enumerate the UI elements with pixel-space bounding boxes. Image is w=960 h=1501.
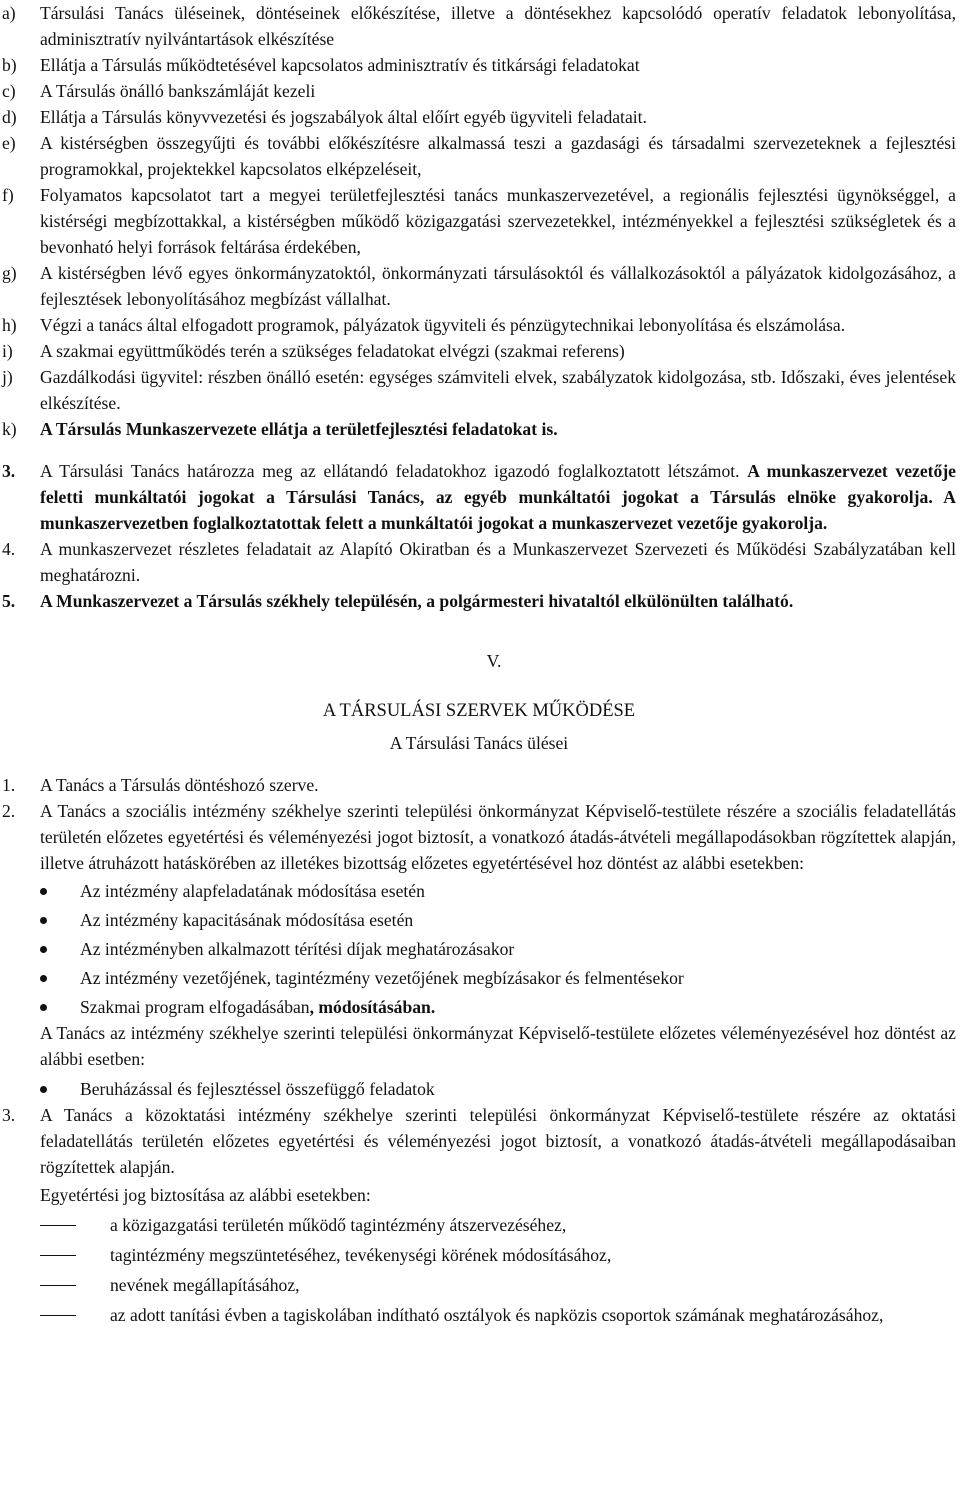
dash-text: az adott tanítási évben a tagiskolában indítható osztályok és napközis csoportok számának meghatározásához, [110, 1305, 884, 1325]
dash-item [2, 1242, 956, 1268]
list-text: Ellátja a Társulás könyvvezetési és jogszabályok által előírt egyéb ügyviteli feladatait. [40, 107, 647, 127]
dash-item [2, 1302, 956, 1328]
bullet-item [2, 878, 956, 904]
list-item [2, 338, 956, 364]
bullet-text: Az intézményben alkalmazott térítési díjak meghatározásakor [80, 939, 515, 959]
bullet-icon [2, 965, 80, 991]
list-label: e) [2, 133, 16, 153]
paragraph-5 [2, 588, 956, 614]
bullet-text [80, 994, 435, 1020]
list-label: g) [2, 263, 17, 283]
paragraph-plain: A Társulási Tanács határozza meg az ellátandó feladatokhoz igazodó foglalkoztatott létszámot. [40, 461, 748, 481]
bullet-icon [2, 994, 80, 1020]
paragraph-4 [2, 536, 956, 588]
dash-icon [2, 1212, 110, 1238]
bullet-bold: , módosításában. [309, 997, 436, 1017]
list-item [2, 364, 956, 416]
bullet-item [2, 965, 956, 991]
item-number: 1. [2, 775, 16, 795]
list-text: Társulási Tanács üléseinek, döntéseinek előkészítése, illetve a döntésekhez kapcsolódó operatív feladatok lebonyolítása, adminisztratív nyilvántartások elkészítése [40, 3, 956, 49]
dash-icon [2, 1302, 110, 1328]
item-text: A Tanács a szociális intézmény székhelye szerinti települési önkormányzat Képviselő-testülete részére a szociális feladatellátás területén előzetes egyetértési és véleményezési jogot biztosít, a vonatkozó átadás-átvételi megállapodásokban rögzítettek alapján, illetve átruházott hatáskörében az illetékes bizottság előzetes egyetértésével hoz döntést az alábbi esetekben: [40, 801, 956, 873]
paragraph-number: 4. [2, 539, 16, 559]
section-subtitle: A Társulási Tanács ülései [389, 733, 569, 753]
list-item [2, 104, 956, 130]
paragraph-3 [2, 458, 956, 536]
list-text: A szakmai együttműködés terén a szükséges feladatokat elvégzi (szakmai referens) [40, 341, 625, 361]
list-label: f) [2, 185, 14, 205]
bullet-text: Az intézmény kapacitásának módosítása esetén [80, 910, 414, 930]
list-label: j) [2, 367, 13, 387]
bullet-text: Beruházással és fejlesztéssel összefüggő feladatok [80, 1079, 435, 1099]
bullet-plain: Szakmai program elfogadásában [80, 997, 310, 1017]
bullet-text: Az intézmény vezetőjének, tagintézmény vezetőjének megbízásakor és felmentésekor [80, 968, 684, 988]
dash-icon [2, 1272, 110, 1298]
list-text: Folyamatos kapcsolatot tart a megyei területfejlesztési tanács munkaszervezetével, a regionális fejlesztési ügynökséggel, a kistérségi megbízottakkal, a kistérségben működő közigazgatási szervezetekkel, intézményekkel a fejlesztési szükségletek és a bevonható helyi források feltárása érdekében, [40, 185, 956, 257]
paragraph-text: A munkaszervezet részletes feladatait az Alapító Okiratban és a Munkaszervezet Szervezeti és Működési Szabályzatában kell meghatározni. [40, 539, 956, 585]
section-item-3 [2, 1102, 956, 1180]
list-text: Gazdálkodási ügyvitel: részben önálló esetén: egységes számviteli elvek, szabályzatok kidolgozása, stb. Időszaki, éves jelentések elkészítése. [40, 367, 956, 413]
paragraph-text [40, 458, 956, 536]
bullet-item [2, 907, 956, 933]
after-text: A Tanács az intézmény székhelye szerinti települési önkormányzat Képviselő-testülete előzetes véleményezésével hoz döntést az alábbi esetben: [40, 1023, 956, 1069]
list-item [2, 182, 956, 260]
list-text: A Társulás Munkaszervezete ellátja a területfejlesztési feladatokat is. [40, 419, 558, 439]
bullet-item [2, 994, 956, 1020]
list-text: A Társulás önálló bankszámláját kezeli [40, 81, 316, 101]
bullet-icon [2, 878, 80, 904]
task-list [2, 0, 956, 442]
dash-item [2, 1212, 956, 1238]
bullet-list [2, 878, 956, 1020]
section-item-1 [2, 772, 956, 798]
section-number: V. [486, 651, 502, 671]
section-item-2 [2, 798, 956, 876]
dash-item [2, 1272, 956, 1298]
bullet-item [2, 936, 956, 962]
section-title: A TÁRSULÁSI SZERVEK MŰKÖDÉSE [322, 701, 636, 721]
list-item [2, 416, 956, 442]
list-item [2, 52, 956, 78]
paragraph-text: A Munkaszervezet a Társulás székhely településén, a polgármesteri hivataltól elkülönülten található. [40, 591, 794, 611]
bullet-icon [2, 1076, 80, 1102]
list-label: k) [2, 419, 17, 439]
item-number: 2. [2, 801, 16, 821]
list-label: h) [2, 315, 17, 335]
list-label: i) [2, 341, 13, 361]
intro-text: Egyetértési jog biztosítása az alábbi esetekben: [40, 1185, 371, 1205]
list-text: A kistérségben lévő egyes önkormányzatoktól, önkormányzati társulásoktól és vállalkozásoktól a pályázatok kidolgozásához, a fejlesztések lebonyolításához megbízást vállalhat. [40, 263, 956, 309]
bullet-item [2, 1076, 956, 1102]
list-label: a) [2, 3, 16, 23]
paragraph-number: 3. [2, 461, 16, 481]
list-label: b) [2, 55, 17, 75]
item-number: 3. [2, 1105, 16, 1125]
list-item [2, 312, 956, 338]
list-text: Ellátja a Társulás működtetésével kapcsolatos adminisztratív és titkársági feladatokat [40, 55, 640, 75]
bullet-icon [2, 907, 80, 933]
dash-icon [2, 1242, 110, 1268]
list-item [2, 0, 956, 52]
list-item [2, 260, 956, 312]
list-label: c) [2, 81, 16, 101]
dash-text: tagintézmény megszüntetéséhez, tevékenységi körének módosításához, [110, 1245, 612, 1265]
list-item [2, 130, 956, 182]
list-text: A kistérségben összegyűjti és további előkészítésre alkalmassá teszi a gazdasági és társadalmi szervezeteknek a fejlesztési programokkal, projektekkel kapcsolatos elképzeléseit, [40, 133, 956, 179]
bullet-icon [2, 936, 80, 962]
paragraph-number: 5. [2, 591, 16, 611]
list-item [2, 78, 956, 104]
dash-list [2, 1212, 956, 1328]
item-text: A Tanács a Társulás döntéshozó szerve. [40, 775, 319, 795]
list-text: Végzi a tanács által elfogadott programok, pályázatok ügyviteli és pénzügytechnikai lebonyolítása és elszámolása. [40, 315, 846, 335]
dash-text: a közigazgatási területén működő tagintézmény átszervezéséhez, [110, 1215, 567, 1235]
item-text: A Tanács a közoktatási intézmény székhelye szerinti települési önkormányzat Képviselő-testülete részére az oktatási feladatellátás területén előzetes egyetértési és véleményezési jogot biztosít, a vonatkozó átadás-átvételi megállapodásaiban rögzítettek alapján. [40, 1105, 956, 1177]
dash-text: nevének megállapításához, [110, 1275, 300, 1295]
bullet-text: Az intézmény alapfeladatának módosítása esetén [80, 881, 425, 901]
list-label: d) [2, 107, 17, 127]
paragraph-bold: A munkaszervezet vezetője feletti munkáltatói jogokat a Társulási Tanács, az egyéb munkáltatói jogokat a Társulás elnöke gyakorolja. A munkaszervezetben foglalkoztatottak felett a munkáltatói jogokat a munkaszervezet vezetője gyakorolja. [40, 461, 956, 533]
